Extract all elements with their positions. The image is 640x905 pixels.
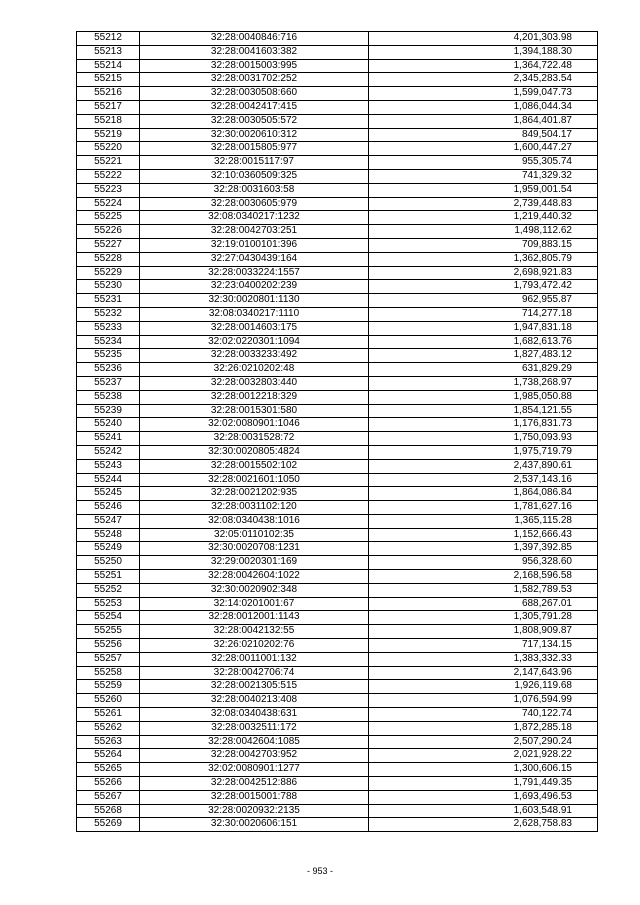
row-number-cell: 55226 [77, 225, 140, 239]
amount-cell: 955,305.74 [369, 156, 598, 170]
row-number-cell: 55244 [77, 473, 140, 487]
amount-cell: 1,793,472.42 [369, 280, 598, 294]
amount-cell: 1,738,268.97 [369, 376, 598, 390]
row-number-cell: 55248 [77, 528, 140, 542]
table-row [77, 680, 598, 694]
amount-cell: 2,628,758.83 [369, 818, 598, 832]
amount-cell: 1,682,613.76 [369, 335, 598, 349]
amount-cell: 1,791,449.35 [369, 777, 598, 791]
row-number-cell: 55265 [77, 763, 140, 777]
amount-cell: 2,537,143.16 [369, 473, 598, 487]
table-row [77, 542, 598, 556]
row-number-cell: 55225 [77, 211, 140, 225]
amount-cell: 1,947,831.18 [369, 321, 598, 335]
table-row [77, 100, 598, 114]
cadastral-number-cell: 32:28:0032511:172 [140, 721, 369, 735]
amount-cell: 1,076,594.99 [369, 694, 598, 708]
cadastral-number-cell: 32:28:0042604:1022 [140, 570, 369, 584]
cadastral-number-cell: 32:02:0080901:1277 [140, 763, 369, 777]
cadastral-number-cell: 32:28:0015301:580 [140, 404, 369, 418]
row-number-cell: 55263 [77, 735, 140, 749]
cadastral-number-cell: 32:28:0021202:935 [140, 487, 369, 501]
row-number-cell: 55232 [77, 307, 140, 321]
table-row [77, 335, 598, 349]
amount-cell: 1,176,831.73 [369, 418, 598, 432]
cadastral-number-cell: 32:28:0020932:2135 [140, 804, 369, 818]
row-number-cell: 55243 [77, 459, 140, 473]
table-row [77, 749, 598, 763]
row-number-cell: 55219 [77, 128, 140, 142]
amount-cell: 1,975,719.79 [369, 445, 598, 459]
row-number-cell: 55254 [77, 611, 140, 625]
table-row [77, 583, 598, 597]
amount-cell: 1,498,112.62 [369, 225, 598, 239]
cadastral-number-cell: 32:08:0340217:1232 [140, 211, 369, 225]
cadastral-number-cell: 32:28:0015003:995 [140, 59, 369, 73]
cadastral-number-cell: 32:29:0020301:169 [140, 556, 369, 570]
table-row [77, 777, 598, 791]
cadastral-number-cell: 32:28:0032803:440 [140, 376, 369, 390]
table-row [77, 142, 598, 156]
row-number-cell: 55222 [77, 169, 140, 183]
amount-cell: 714,277.18 [369, 307, 598, 321]
amount-cell: 1,926,119.68 [369, 680, 598, 694]
row-number-cell: 55214 [77, 59, 140, 73]
row-number-cell: 55264 [77, 749, 140, 763]
amount-cell: 1,872,285.18 [369, 721, 598, 735]
page-number: - 953 - [306, 866, 333, 876]
table-row [77, 721, 598, 735]
table-row [77, 708, 598, 722]
table-row [77, 735, 598, 749]
table-row [77, 59, 598, 73]
table-row [77, 528, 598, 542]
table-row [77, 307, 598, 321]
table-row [77, 694, 598, 708]
cadastral-number-cell: 32:14:0201001:67 [140, 597, 369, 611]
cadastral-number-cell: 32:30:0020708:1231 [140, 542, 369, 556]
cadastral-number-cell: 32:28:0031603:58 [140, 183, 369, 197]
table-row [77, 363, 598, 377]
table-row [77, 652, 598, 666]
amount-cell: 4,201,303.98 [369, 32, 598, 46]
table-row [77, 376, 598, 390]
table-row [77, 45, 598, 59]
row-number-cell: 55221 [77, 156, 140, 170]
cadastral-number-cell: 32:08:0340438:1016 [140, 514, 369, 528]
amount-cell: 740,122.74 [369, 708, 598, 722]
amount-cell: 2,021,928.22 [369, 749, 598, 763]
table-row [77, 183, 598, 197]
amount-cell: 956,328.60 [369, 556, 598, 570]
table-row [77, 597, 598, 611]
amount-cell: 717,134.15 [369, 639, 598, 653]
row-number-cell: 55228 [77, 252, 140, 266]
row-number-cell: 55269 [77, 818, 140, 832]
table-row [77, 514, 598, 528]
cadastral-number-cell: 32:28:0012001:1143 [140, 611, 369, 625]
row-number-cell: 55256 [77, 639, 140, 653]
cadastral-number-cell: 32:28:0033233:492 [140, 349, 369, 363]
table-row [77, 280, 598, 294]
amount-cell: 1,864,086.84 [369, 487, 598, 501]
cadastral-number-cell: 32:28:0015805:977 [140, 142, 369, 156]
cadastral-number-cell: 32:30:0020606:151 [140, 818, 369, 832]
table-row [77, 459, 598, 473]
cadastral-number-cell: 32:28:0031528:72 [140, 432, 369, 446]
row-number-cell: 55262 [77, 721, 140, 735]
row-number-cell: 55249 [77, 542, 140, 556]
table-row [77, 169, 598, 183]
data-table [76, 31, 598, 832]
row-number-cell: 55239 [77, 404, 140, 418]
cadastral-number-cell: 32:02:0220301:1094 [140, 335, 369, 349]
cadastral-number-cell: 32:08:0340438:631 [140, 708, 369, 722]
amount-cell: 1,086,044.34 [369, 100, 598, 114]
table-row [77, 156, 598, 170]
row-number-cell: 55234 [77, 335, 140, 349]
table-row [77, 128, 598, 142]
row-number-cell: 55260 [77, 694, 140, 708]
table-row [77, 238, 598, 252]
row-number-cell: 55217 [77, 100, 140, 114]
row-number-cell: 55237 [77, 376, 140, 390]
row-number-cell: 55259 [77, 680, 140, 694]
row-number-cell: 55267 [77, 790, 140, 804]
table-row [77, 349, 598, 363]
amount-cell: 2,739,448.83 [369, 197, 598, 211]
amount-cell: 1,808,909.87 [369, 625, 598, 639]
table-row [77, 763, 598, 777]
row-number-cell: 55252 [77, 583, 140, 597]
table-row [77, 625, 598, 639]
amount-cell: 1,854,121.55 [369, 404, 598, 418]
row-number-cell: 55233 [77, 321, 140, 335]
amount-cell: 1,603,548.91 [369, 804, 598, 818]
table-row [77, 252, 598, 266]
table-row [77, 432, 598, 446]
row-number-cell: 55268 [77, 804, 140, 818]
cadastral-number-cell: 32:28:0021305:515 [140, 680, 369, 694]
table-row [77, 321, 598, 335]
cadastral-number-cell: 32:23:0400202:239 [140, 280, 369, 294]
cadastral-number-cell: 32:28:0031102:120 [140, 501, 369, 515]
amount-cell: 1,362,805.79 [369, 252, 598, 266]
amount-cell: 2,168,596.58 [369, 570, 598, 584]
cadastral-number-cell: 32:28:0021601:1050 [140, 473, 369, 487]
cadastral-number-cell: 32:26:0210202:76 [140, 639, 369, 653]
amount-cell: 849,504.17 [369, 128, 598, 142]
cadastral-number-cell: 32:28:0015117:97 [140, 156, 369, 170]
table-row [77, 501, 598, 515]
row-number-cell: 55261 [77, 708, 140, 722]
table-row [77, 390, 598, 404]
table-row [77, 404, 598, 418]
amount-cell: 962,955.87 [369, 294, 598, 308]
cadastral-number-cell: 32:28:0030605:979 [140, 197, 369, 211]
cadastral-number-cell: 32:28:0042706:74 [140, 666, 369, 680]
row-number-cell: 55235 [77, 349, 140, 363]
amount-cell: 1,364,722.48 [369, 59, 598, 73]
table-row [77, 570, 598, 584]
amount-cell: 1,300,606.15 [369, 763, 598, 777]
amount-cell: 1,152,666.43 [369, 528, 598, 542]
amount-cell: 1,599,047.73 [369, 87, 598, 101]
table-row [77, 294, 598, 308]
row-number-cell: 55250 [77, 556, 140, 570]
table-row [77, 211, 598, 225]
amount-cell: 1,582,789.53 [369, 583, 598, 597]
row-number-cell: 55216 [77, 87, 140, 101]
amount-cell: 1,397,392.85 [369, 542, 598, 556]
row-number-cell: 55213 [77, 45, 140, 59]
cadastral-number-cell: 32:28:0042604:1085 [140, 735, 369, 749]
table-row [77, 556, 598, 570]
row-number-cell: 55246 [77, 501, 140, 515]
cadastral-number-cell: 32:28:0015502:102 [140, 459, 369, 473]
amount-cell: 2,437,890.61 [369, 459, 598, 473]
amount-cell: 709,883.15 [369, 238, 598, 252]
table-row [77, 197, 598, 211]
row-number-cell: 55218 [77, 114, 140, 128]
cadastral-number-cell: 32:28:0033224:1557 [140, 266, 369, 280]
amount-cell: 2,345,283.54 [369, 73, 598, 87]
table-row [77, 487, 598, 501]
row-number-cell: 55247 [77, 514, 140, 528]
amount-cell: 1,959,001.54 [369, 183, 598, 197]
cadastral-number-cell: 32:28:0042132:55 [140, 625, 369, 639]
cadastral-number-cell: 32:28:0042703:251 [140, 225, 369, 239]
amount-cell: 2,147,643.96 [369, 666, 598, 680]
row-number-cell: 55242 [77, 445, 140, 459]
amount-cell: 2,507,290.24 [369, 735, 598, 749]
table-row [77, 73, 598, 87]
row-number-cell: 55253 [77, 597, 140, 611]
table-row [77, 32, 598, 46]
amount-cell: 1,305,791.28 [369, 611, 598, 625]
amount-cell: 631,829.29 [369, 363, 598, 377]
cadastral-number-cell: 32:08:0340217:1110 [140, 307, 369, 321]
cadastral-number-cell: 32:28:0042417:415 [140, 100, 369, 114]
row-number-cell: 55258 [77, 666, 140, 680]
row-number-cell: 55251 [77, 570, 140, 584]
cadastral-number-cell: 32:28:0011001:132 [140, 652, 369, 666]
amount-cell: 741,329.32 [369, 169, 598, 183]
amount-cell: 1,750,093.93 [369, 432, 598, 446]
cadastral-number-cell: 32:28:0030505:572 [140, 114, 369, 128]
cadastral-number-cell: 32:28:0042512:886 [140, 777, 369, 791]
row-number-cell: 55231 [77, 294, 140, 308]
row-number-cell: 55255 [77, 625, 140, 639]
cadastral-number-cell: 32:28:0031702:252 [140, 73, 369, 87]
amount-cell: 1,219,440.32 [369, 211, 598, 225]
row-number-cell: 55245 [77, 487, 140, 501]
row-number-cell: 55266 [77, 777, 140, 791]
cadastral-number-cell: 32:30:0020805:4824 [140, 445, 369, 459]
cadastral-number-cell: 32:30:0020902:348 [140, 583, 369, 597]
row-number-cell: 55229 [77, 266, 140, 280]
cadastral-number-cell: 32:30:0020801:1130 [140, 294, 369, 308]
amount-cell: 1,781,627.16 [369, 501, 598, 515]
amount-cell: 2,698,921.83 [369, 266, 598, 280]
row-number-cell: 55227 [77, 238, 140, 252]
cadastral-number-cell: 32:19:0100101:396 [140, 238, 369, 252]
cadastral-number-cell: 32:28:0015001:788 [140, 790, 369, 804]
amount-cell: 1,365,115.28 [369, 514, 598, 528]
table-row [77, 611, 598, 625]
table-row [77, 790, 598, 804]
row-number-cell: 55215 [77, 73, 140, 87]
table-body [77, 32, 598, 832]
table-row [77, 473, 598, 487]
table-row [77, 818, 598, 832]
amount-cell: 1,383,332.33 [369, 652, 598, 666]
row-number-cell: 55223 [77, 183, 140, 197]
cadastral-number-cell: 32:28:0012218:329 [140, 390, 369, 404]
cadastral-number-cell: 32:05:0110102:35 [140, 528, 369, 542]
table-row [77, 87, 598, 101]
table-row [77, 445, 598, 459]
table-row [77, 225, 598, 239]
row-number-cell: 55220 [77, 142, 140, 156]
row-number-cell: 55257 [77, 652, 140, 666]
cadastral-number-cell: 32:27:0430439:164 [140, 252, 369, 266]
cadastral-number-cell: 32:28:0040846:716 [140, 32, 369, 46]
table-row [77, 666, 598, 680]
amount-cell: 1,864,401.87 [369, 114, 598, 128]
cadastral-number-cell: 32:28:0030508:660 [140, 87, 369, 101]
amount-cell: 1,600,447.27 [369, 142, 598, 156]
cadastral-number-cell: 32:28:0041603:382 [140, 45, 369, 59]
row-number-cell: 55230 [77, 280, 140, 294]
amount-cell: 1,693,496.53 [369, 790, 598, 804]
amount-cell: 688,267.01 [369, 597, 598, 611]
row-number-cell: 55238 [77, 390, 140, 404]
cadastral-number-cell: 32:28:0014603:175 [140, 321, 369, 335]
amount-cell: 1,985,050.88 [369, 390, 598, 404]
row-number-cell: 55224 [77, 197, 140, 211]
cadastral-number-cell: 32:30:0020610:312 [140, 128, 369, 142]
table-row [77, 639, 598, 653]
row-number-cell: 55212 [77, 32, 140, 46]
cadastral-number-cell: 32:02:0080901:1046 [140, 418, 369, 432]
table-row [77, 418, 598, 432]
amount-cell: 1,827,483.12 [369, 349, 598, 363]
cadastral-number-cell: 32:10:0360509:325 [140, 169, 369, 183]
cadastral-number-cell: 32:28:0040213:408 [140, 694, 369, 708]
row-number-cell: 55240 [77, 418, 140, 432]
cadastral-number-cell: 32:26:0210202:48 [140, 363, 369, 377]
table-row [77, 804, 598, 818]
row-number-cell: 55241 [77, 432, 140, 446]
amount-cell: 1,394,188.30 [369, 45, 598, 59]
row-number-cell: 55236 [77, 363, 140, 377]
table-row [77, 266, 598, 280]
table-row [77, 114, 598, 128]
cadastral-number-cell: 32:28:0042703:952 [140, 749, 369, 763]
